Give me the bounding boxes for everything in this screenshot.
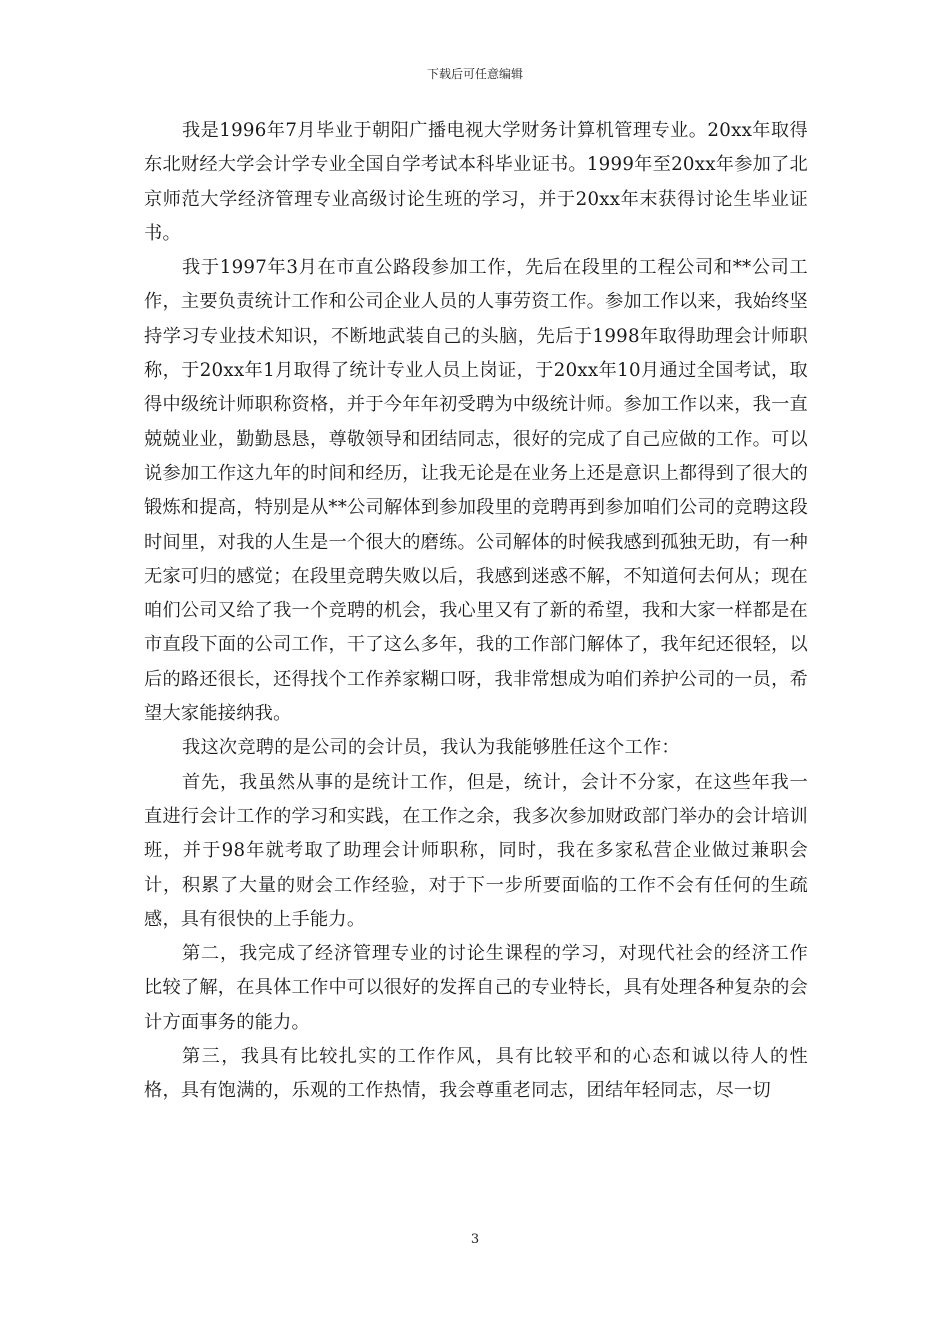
page-number: 3 <box>470 1232 480 1247</box>
document-body <box>144 114 808 1109</box>
paragraph-work-history: 我于1997年3月在市直公路段参加工作，先后在段里的工程公司和**公司工作，主要负责统计工作和公司企业人员的人事劳资工作。参加工作以来，我始终坚持学习专业技术知识，不断地武装自己的头脑，先后于1998年取得助理会计师职称，于20xx年1月取得了统计专业人员上岗证，于20xx年10月通过全国考试，取得中级统计师职称资格，并于今年年初受聘为中级统计师。参加工作以来，我一直兢兢业业，勤勤恳恳，尊敬领导和团结同志，很好的完成了自己应做的工作。可以说参加工作这九年的时间和经历，让我无论是在业务上还是意识上都得到了很大的锻炼和提高，特别是从**公司解体到参加段里的竞聘再到参加咱们公司的竞聘这段时间里，对我的人生是一个很大的磨练。公司解体的时候我感到孤独无助，有一种无家可归的感觉；在段里竞聘失败以后，我感到迷惑不解，不知道何去何从；现在咱们公司又给了我一个竞聘的机会，我心里又有了新的希望，我和大家一样都是在市直段下面的公司工作，干了这么多年，我的工作部门解体了，我年纪还很轻，以后的路还很长，还得找个工作养家糊口呀，我非常想成为咱们养护公司的一员，希望大家能接纳我。 <box>144 257 809 725</box>
paragraph-position-statement: 我这次竞聘的是公司的会计员，我认为我能够胜任这个工作： <box>182 737 680 759</box>
paragraph-second-reason: 第二，我完成了经济管理专业的讨论生课程的学习，对现代社会的经济工作比较了解，在具体工作中可以很好的发挥自己的专业特长，具有处理各种复杂的会计方面事务的能力。 <box>144 943 808 1033</box>
paragraph-first-reason: 首先，我虽然从事的是统计工作，但是，统计，会计不分家，在这些年我一直进行会计工作的学习和实践，在工作之余，我多次参加财政部门举办的会计培训班，并于98年就考取了助理会计师职称，同时，我在多家私营企业做过兼职会计，积累了大量的财会工作经验，对于下一步所要面临的工作不会有任何的生疏感，具有很快的上手能力。 <box>144 771 808 930</box>
paragraph-education: 我是1996年7月毕业于朝阳广播电视大学财务计算机管理专业。20xx年取得东北财经大学会计学专业全国自学考试本科毕业证书。1999年至20xx年参加了北京师范大学经济管理专业高级讨论生班的学习，并于20xx年末获得讨论生毕业证书。 <box>144 120 808 244</box>
page-header: 下载后可任意编辑 <box>426 67 523 81</box>
paragraph-third-reason: 第三，我具有比较扎实的工作作风，具有比较平和的心态和诚以待人的性格，具有饱满的，乐观的工作热情，我会尊重老同志，团结年轻同志，尽一切 <box>144 1046 808 1102</box>
